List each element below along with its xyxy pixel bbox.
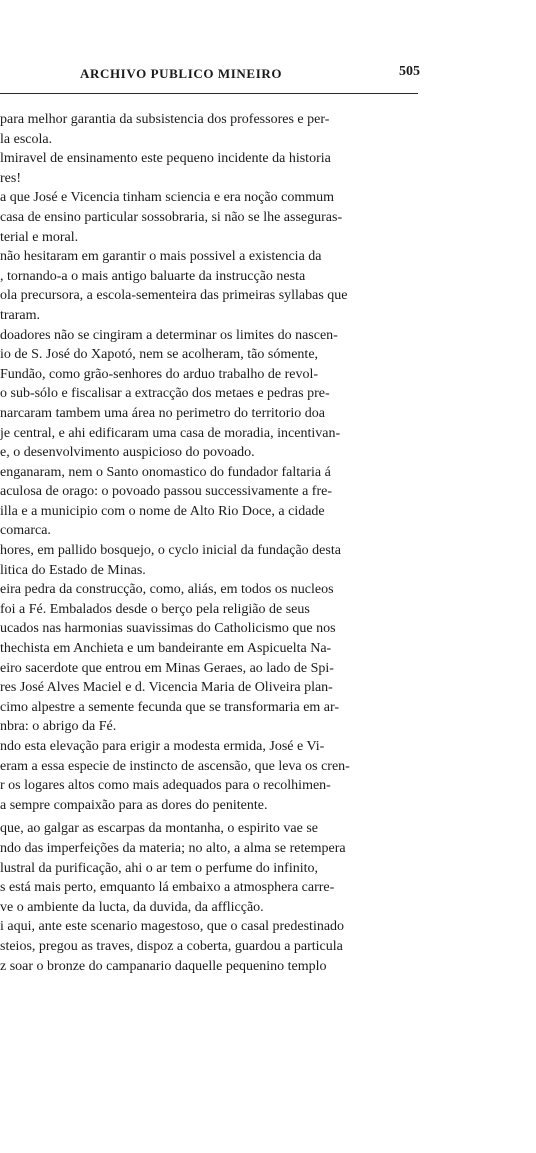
text-line: Fundão, como grão-senhores do arduo trabalho de revol- [0, 366, 319, 382]
text-line: a que José e Vicencia tinham sciencia e era noção commum [0, 190, 334, 206]
text-line: casa de ensino particular sossobraria, si não se lhe asseguras- [0, 209, 343, 225]
page-number: 505 [399, 64, 420, 79]
text-line: terial e moral. [0, 229, 79, 245]
text-line: ucados nas harmonias suavissimas do Catholicismo que nos [0, 621, 336, 637]
text-line: res! [0, 170, 21, 186]
header-rule [0, 93, 418, 94]
text-line: enganaram, nem o Santo onomastico do fundador faltaria á [0, 464, 331, 480]
text-line: lmiravel de ensinamento este pequeno incidente da historia [0, 151, 331, 167]
text-line: thechista em Anchieta e um bandeirante em Aspicuelta Na- [0, 641, 332, 657]
text-line: steios, pregou as traves, dispoz a coberta, guardou a particula [0, 938, 343, 954]
text-line: o sub-sólo e fiscalisar a extracção dos metaes e pedras pre- [0, 386, 330, 402]
text-line: foi a Fé. Embalados desde o berço pela religião de seus [0, 601, 310, 617]
text-line: i aqui, ante este scenario magestoso, que o casal predestinado [0, 919, 345, 935]
text-line: s está mais perto, emquanto lá embaixo a atmosphera carre- [0, 880, 335, 896]
text-line: ndo esta elevação para erigir a modesta ermida, José e Vi- [0, 739, 325, 754]
text-line: hores, em pallido bosquejo, o cyclo inicial da fundação desta [0, 543, 341, 559]
text-line: para melhor garantia da subsistencia dos professores e per- [0, 112, 330, 127]
text-line: r os logares altos como mais adequados para o recolhimen- [0, 778, 331, 794]
text-line: ola precursora, a escola-sementeira das primeiras syllabas que [0, 288, 348, 304]
text-line: doadores não se cingiram a determinar os limites do nascen- [0, 327, 338, 343]
text-line: ve o ambiente da lucta, da duvida, da afflicção. [0, 899, 264, 915]
text-line: illa e a municipio com o nome de Alto Rio Doce, a cidade [0, 503, 325, 519]
text-line: litica do Estado de Minas. [0, 562, 146, 578]
body-text [0, 110, 440, 976]
text-line: eira pedra da construcção, como, aliás, em todos os nucleos [0, 582, 334, 598]
text-line: la escola. [0, 131, 53, 147]
text-line: lustral da purificação, ahi o ar tem o perfume do infinito, [0, 860, 319, 876]
text-line: traram. [0, 307, 41, 323]
text-line: aculosa de orago: o povoado passou successivamente a fre- [0, 484, 332, 500]
text-line: z soar o bronze do campanario daquelle pequenino templo [0, 958, 327, 974]
text-line: io de S. José do Xapotó, nem se acolheram, tão sómente, [0, 347, 319, 363]
text-line: narcaram tambem uma área no perimetro do territorio doa [0, 405, 325, 421]
text-line: e, o desenvolvimento auspicioso do povoado. [0, 445, 255, 461]
text-line: ndo das imperfeições da materia; no alto, a alma se retempera [0, 840, 346, 856]
text-line: a sempre compaixão para as dores do penitente. [0, 797, 268, 813]
text-line: cimo alpestre a semente fecunda que se transformaria em ar- [0, 699, 340, 715]
text-line: res José Alves Maciel e d. Vicencia Maria de Oliveira plan- [0, 680, 333, 696]
text-line: eiro sacerdote que entrou em Minas Geraes, ao lado de Spi- [0, 660, 334, 676]
text-line: , tornando-a o mais antigo baluarte da instrucção nesta [0, 268, 306, 284]
text-line: je central, e ahi edificaram uma casa de moradia, incentivan- [0, 425, 341, 441]
text-line: que, ao galgar as escarpas da montanha, o espirito vae se [0, 821, 318, 837]
page-header [0, 64, 536, 88]
text-line: nbra: o abrigo da Fé. [0, 719, 117, 735]
text-line: não hesitaram em garantir o mais possivel a existencia da [0, 249, 322, 265]
text-line: comarca. [0, 523, 51, 539]
text-line: eram a essa especie de instincto de ascensão, que leva os cren- [0, 758, 350, 774]
running-title: ARCHIVO PUBLICO MINEIRO [80, 66, 283, 81]
